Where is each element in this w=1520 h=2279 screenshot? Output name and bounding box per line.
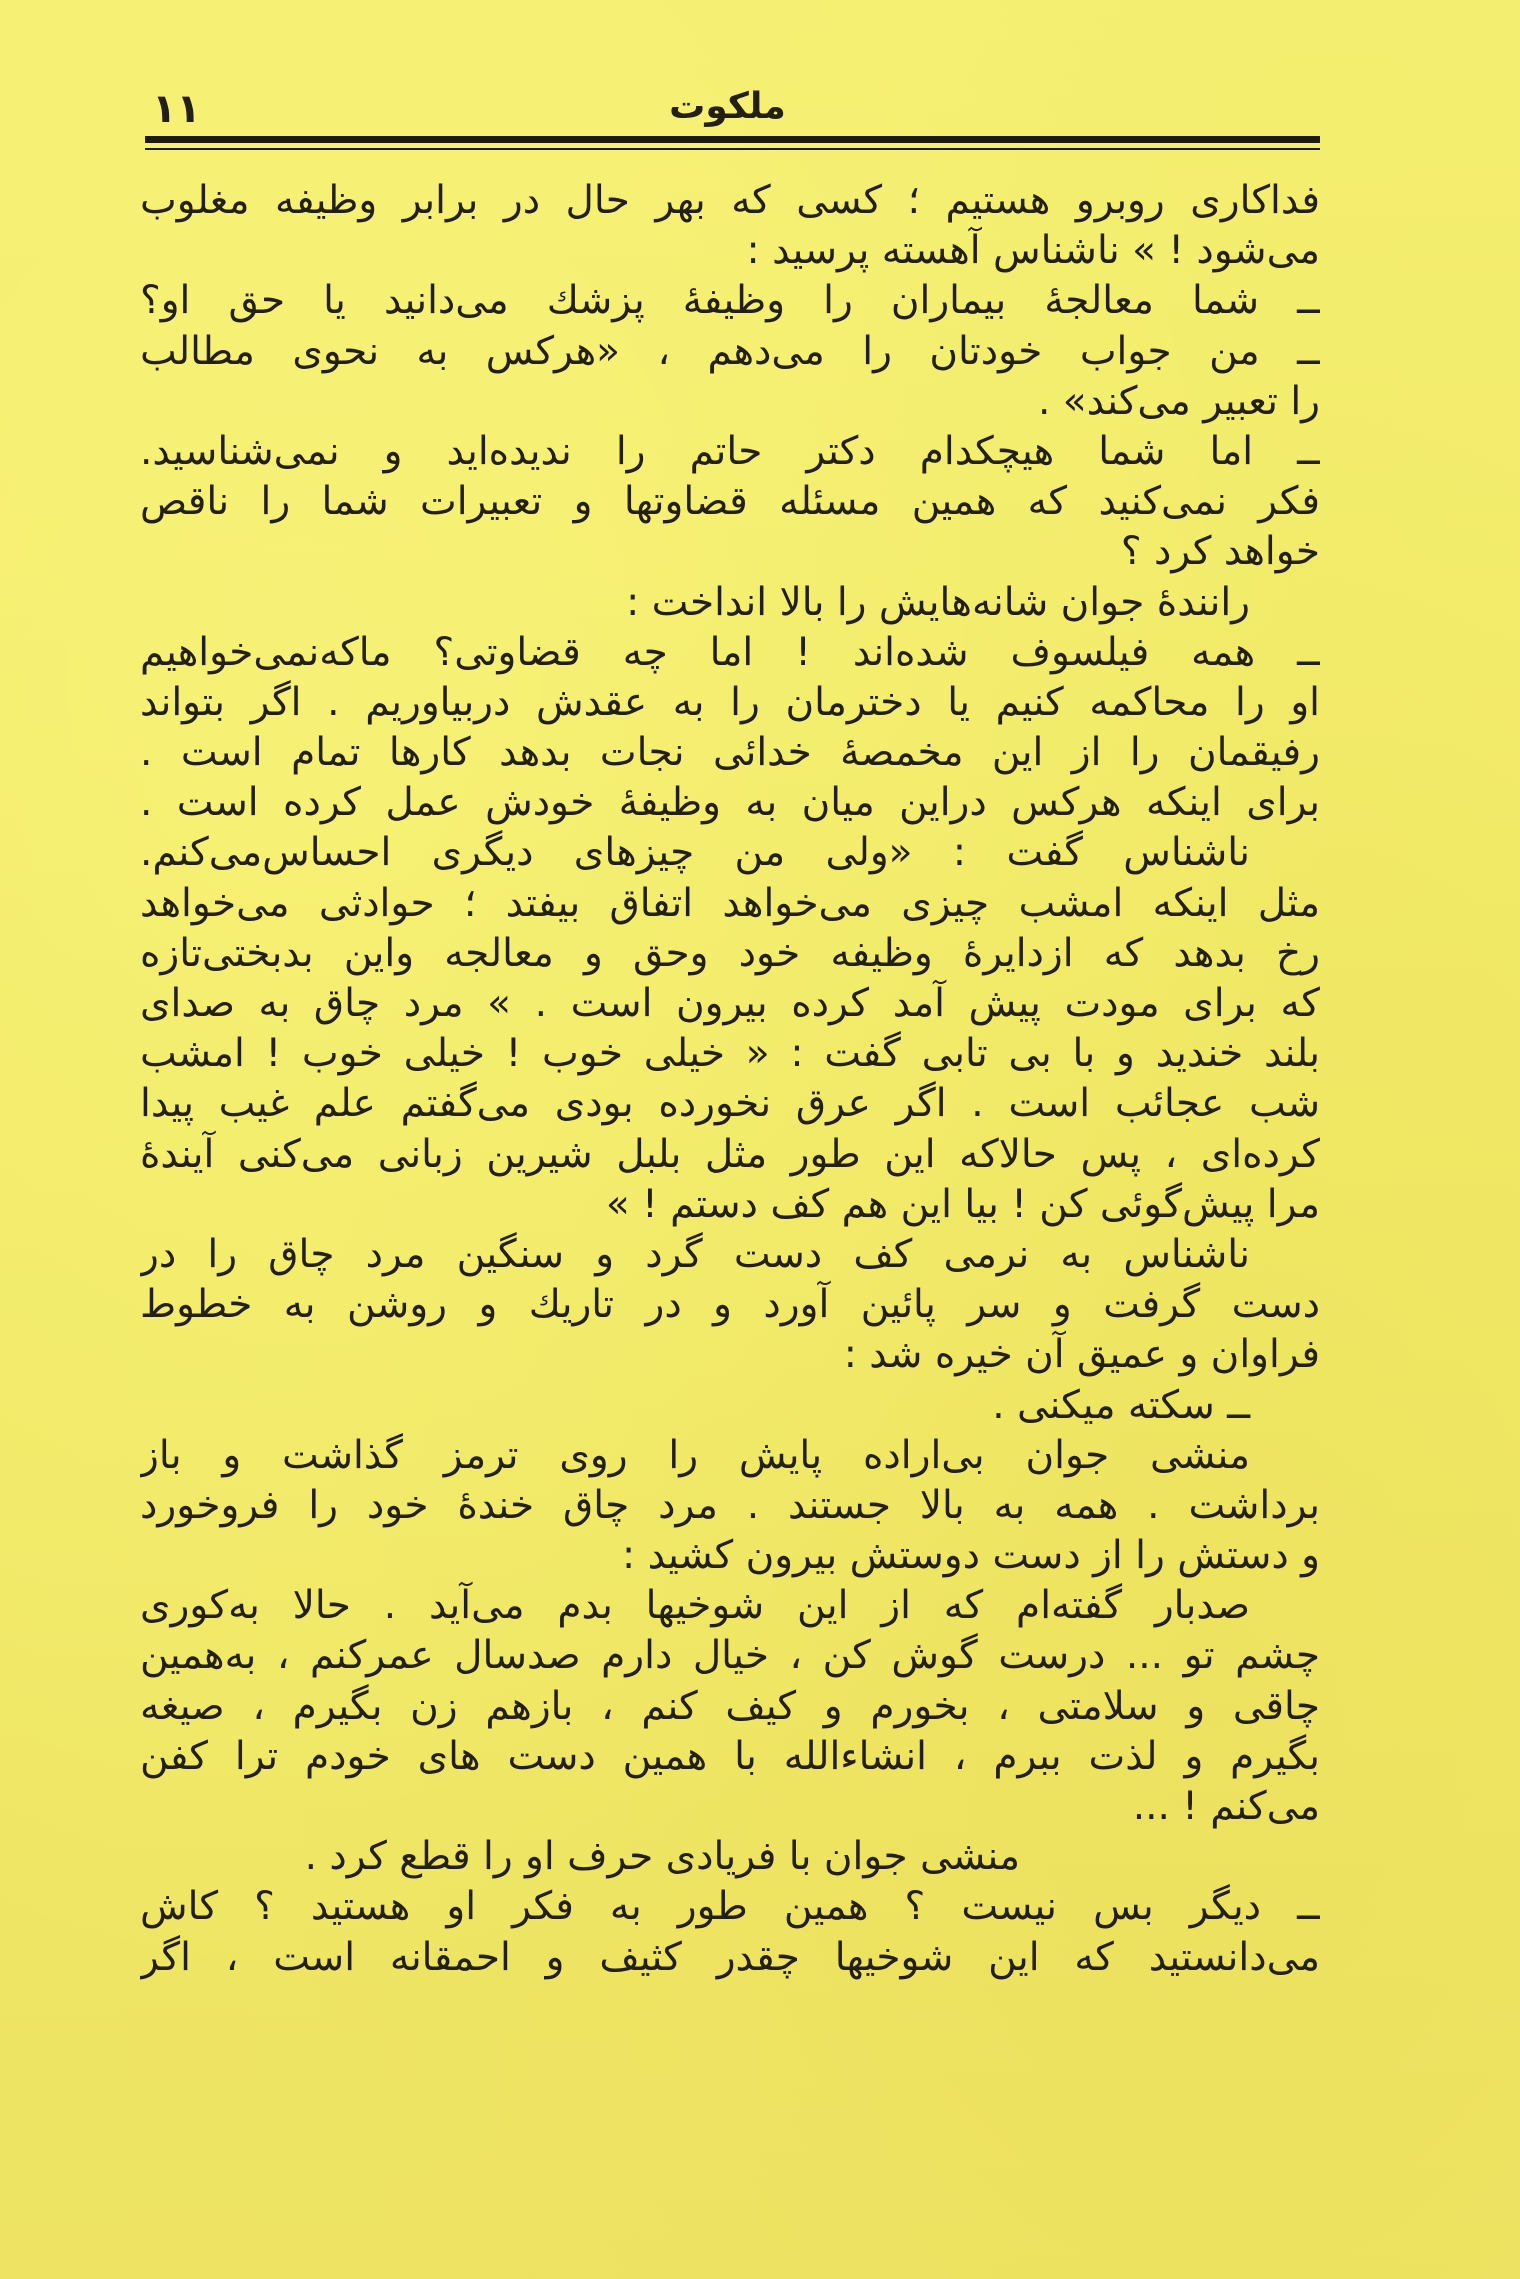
text-line: فداکاری روبرو هستیم ؛ کسی که بهر حال در برابر وظیفه مغلوب bbox=[140, 178, 1320, 223]
text-line: ناشناس گفت : «ولی من چیزهای دیگری احساس‌می‌کنم. bbox=[140, 830, 1250, 876]
text-line: دست گرفت و سر پائین آورد و در تاریك و روشن به خطوط bbox=[140, 1282, 1320, 1328]
header-rule-thin bbox=[145, 148, 1320, 150]
text-line: رفیقمان را از این مخمصهٔ خدائی نجات بدهد کارها تمام است . bbox=[140, 730, 1320, 776]
text-line: مثل اینکه امشب چیزی می‌خواهد اتفاق بیفتد ؛ حوادثی می‌خواهد bbox=[140, 880, 1320, 926]
text-line: ــ سکته میکنی . bbox=[992, 1382, 1250, 1428]
text-line: بگیرم و لذت ببرم ، انشاءالله با همین دست های خودم ترا کفن bbox=[140, 1733, 1320, 1779]
text-line: صدبار گفته‌ام که از این شوخیها بدم می‌آید . حالا به‌کوری bbox=[140, 1583, 1250, 1629]
text-line: چاقی و سلامتی ، بخورم و کیف کنم ، بازهم زن بگیرم ، صیغه bbox=[140, 1683, 1320, 1729]
text-line: رانندهٔ جوان شانه‌هایش را بالا انداخت : bbox=[626, 579, 1250, 625]
text-line: برای اینکه هرکس دراین میان به وظیفهٔ خودش عمل کرده است . bbox=[140, 780, 1320, 826]
text-line: را تعبیر می‌کند» . bbox=[1037, 378, 1320, 424]
text-line: ــ همه فیلسوف شده‌اند ! اما چه قضاوتی؟ ماکه‌نمی‌خواهیم bbox=[140, 629, 1320, 675]
text-line: خواهد کرد ؟ bbox=[1120, 529, 1320, 575]
text-line: شب عجائب است . اگر عرق نخورده بودی می‌گفتم علم غیب پیدا bbox=[140, 1081, 1320, 1127]
text-line: فکر نمی‌کنید که همین مسئله قضاوتها و تعبیرات شما را ناقص bbox=[140, 479, 1320, 525]
text-line: که برای مودت پیش آمد کرده بیرون است . » مرد چاق به صدای bbox=[140, 981, 1320, 1026]
text-line: می‌کنم ! ... bbox=[1132, 1784, 1320, 1829]
running-title: ملکوت bbox=[669, 86, 786, 127]
text-line: کرده‌ای ، پس حالاکه این طور مثل بلبل شیرین زبانی می‌کنی آیندهٔ bbox=[140, 1131, 1320, 1177]
text-line: چشم تو ... درست گوش کن ، خیال دارم صدسال عمرکنم ، به‌همین bbox=[140, 1633, 1320, 1679]
text-line: ــ دیگر بس نیست ؟ همین طور به فکر او هستید ؟ کاش bbox=[140, 1884, 1320, 1930]
text-line: می‌شود ! » ناشناس آهسته پرسید : bbox=[746, 228, 1320, 274]
text-line: منشی جوان با فریادی حرف او را قطع کرد . bbox=[304, 1834, 1020, 1880]
page-number: ۱۱ bbox=[152, 86, 201, 132]
text-line: و دستش را از دست دوستش بیرون کشید : bbox=[622, 1533, 1320, 1579]
text-line: منشی جوان بی‌اراده پایش را روی ترمز گذاشت و باز bbox=[140, 1432, 1250, 1478]
text-line: او را محاکمه کنیم یا دخترمان را به عقدش دربیاوریم . اگر بتواند bbox=[140, 679, 1320, 725]
text-line: می‌دانستید که این شوخیها چقدر کثیف و احمقانه است ، اگر bbox=[140, 1934, 1320, 1980]
text-line: برداشت . همه به بالا جستند . مرد چاق خندهٔ خود را فروخورد bbox=[140, 1482, 1320, 1528]
page-header bbox=[140, 82, 1315, 142]
text-line: بلند خندید و با بی تابی گفت : « خیلی خوب ! خیلی خوب ! امشب bbox=[140, 1031, 1320, 1077]
text-line: فراوان و عمیق آن خیره شد : bbox=[843, 1332, 1320, 1378]
header-rule-thick bbox=[145, 136, 1320, 143]
text-line: مرا پیش‌گوئی کن ! بیا این هم کف دستم ! » bbox=[605, 1181, 1320, 1227]
body-text bbox=[140, 176, 1320, 1983]
text-line: ــ اما شما هیچکدام دکتر حاتم را ندیده‌اید و نمی‌شناسید. bbox=[140, 428, 1320, 474]
text-line: ــ من جواب خودتان را می‌دهم ، «هرکس به نحوی مطالب bbox=[140, 328, 1320, 374]
text-line: ناشناس به نرمی کف دست گرد و سنگین مرد چاق را در bbox=[140, 1231, 1250, 1277]
text-line: رخ بدهد که ازدایرهٔ وظیفه خود وحق و معالجه واین بدبختی‌تازه bbox=[140, 930, 1320, 976]
text-line: ــ شما معالجهٔ بیماران را وظیفهٔ پزشك می‌دانید یا حق او؟ bbox=[140, 278, 1320, 324]
